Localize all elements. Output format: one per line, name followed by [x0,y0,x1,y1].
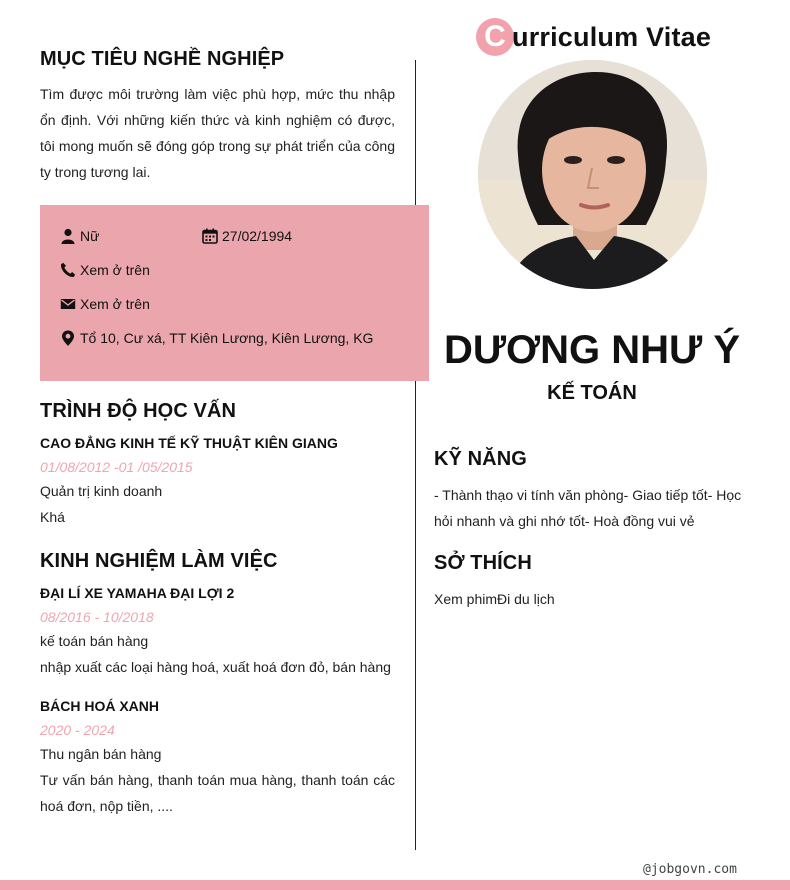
job-description: Tư vấn bán hàng, thanh toán mua hàng, thanh toán các hoá đơn, nộp tiền, .... [40,772,395,814]
cv-logo [476,18,711,56]
hobbies-section [434,552,744,612]
location-pin-icon [60,330,76,346]
column-divider [415,60,416,850]
phone-row [60,262,150,278]
job-dates: 08/2016 - 10/2018 [40,609,154,625]
job-title: KẾ TOÁN [547,382,637,404]
calendar-icon [202,228,218,244]
job-position: kế toán bán hàng [40,633,149,649]
objective-text: Tìm được môi trường làm việc phù hợp, mức thu nhập ổn định. Với những kiến thức và kinh nghiệm có được, tôi mong muốn sẽ đóng góp trong sự phát triển của công ty trong tương lai. [40,86,395,180]
job-position: Thu ngân bán hàng [40,746,162,762]
job-company: BÁCH HOÁ XANH [40,698,159,714]
education-grade: Khá [40,509,65,525]
address-row [60,330,373,346]
hobbies-title: SỞ THÍCH [434,552,532,574]
skills-title: KỸ NĂNG [434,448,527,470]
profile-photo-illustration [478,60,707,289]
cv-logo-initial: C [484,20,506,53]
job-company: ĐẠI LÍ XE YAMAHA ĐẠI LỢI 2 [40,585,235,601]
skills-section [434,448,744,534]
education-title: TRÌNH ĐỘ HỌC VẤN [40,400,237,422]
phone-value: Xem ở trên [80,262,150,278]
school-name: CAO ĐẲNG KINH TẾ KỸ THUẬT KIÊN GIANG [40,435,338,451]
job-description: nhập xuất các loại hàng hoá, xuất hoá đơn đỏ, bán hàng [40,659,391,675]
birthday-row [202,228,292,244]
email-row [60,296,150,312]
objective-title: MỤC TIÊU NGHỀ NGHIỆP [40,48,285,70]
email-value: Xem ở trên [80,296,150,312]
hobbies-text: Xem phimĐi du lịch [434,591,555,607]
profile-photo [478,60,707,289]
address-value: Tổ 10, Cư xá, TT Kiên Lương, Kiên Lương, KG [80,330,374,346]
phone-icon [60,262,76,278]
cv-logo-circle [476,18,514,56]
user-icon [60,228,76,244]
mail-icon [60,296,76,312]
footer-bar [0,880,790,890]
gender-value: Nữ [80,228,100,244]
gender-row [60,228,99,244]
job-dates: 2020 - 2024 [40,722,115,738]
skills-text: - Thành thạo vi tính văn phòng- Giao tiếp tốt- Học hỏi nhanh và ghi nhớ tốt- Hoà đồng vui vẻ [434,487,742,529]
education-major: Quản trị kinh doanh [40,483,163,499]
footer-handle: @jobgovn.com [643,862,737,877]
cv-logo-text: urriculum Vitae [512,21,712,52]
birthday-value: 27/02/1994 [222,228,293,244]
candidate-name: DƯƠNG NHƯ Ý [443,328,741,372]
education-dates: 01/08/2012 -01 /05/2015 [40,459,193,475]
experience-title: KINH NGHIỆM LÀM VIỆC [40,550,278,572]
personal-info-box [40,205,429,381]
